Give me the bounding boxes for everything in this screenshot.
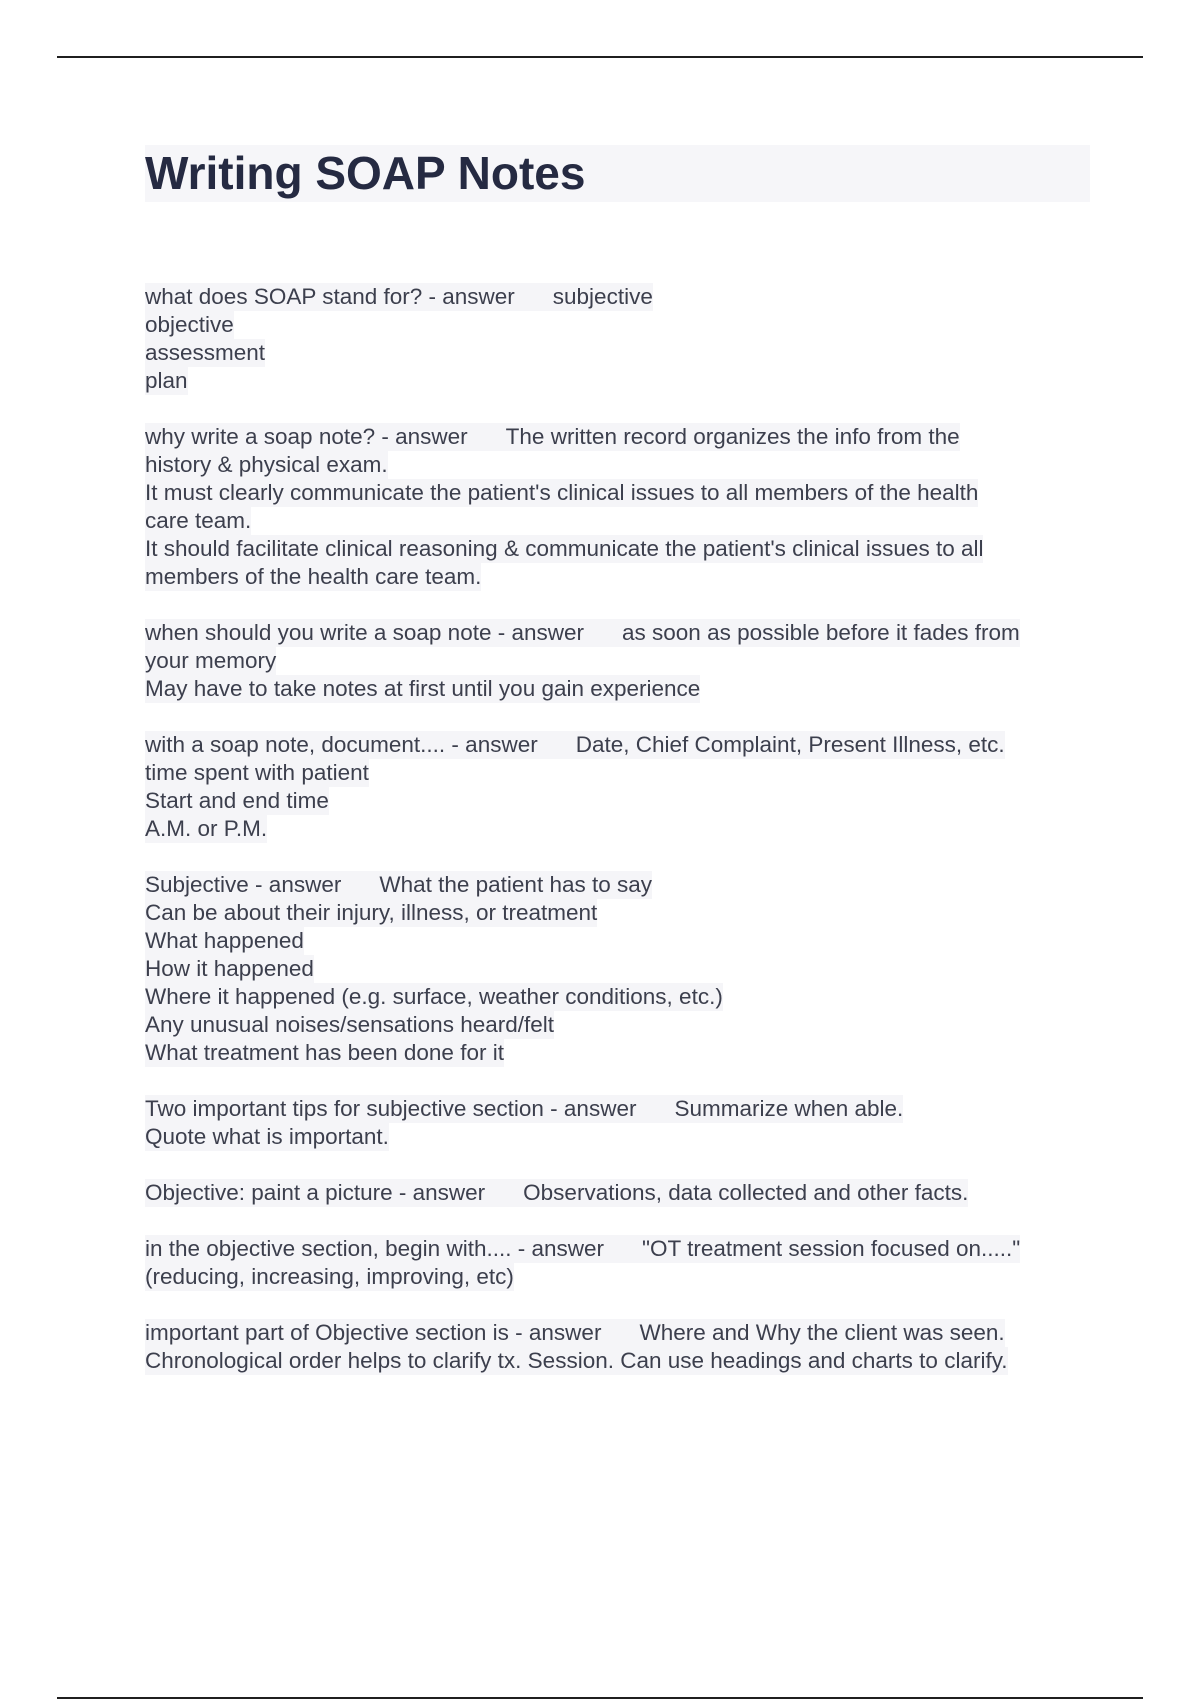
question-line [145, 1235, 1020, 1263]
qa-item [145, 1319, 1095, 1375]
answer-line: It should facilitate clinical reasoning & communicate the patient's clinical issues to all [145, 536, 984, 561]
answer-line: history & physical exam. [145, 452, 388, 477]
qa-item [145, 1235, 1095, 1291]
answer-line: time spent with patient [145, 760, 369, 785]
question-text: important part of Objective section is - answer [145, 1320, 602, 1345]
answer-text: Summarize when able. [674, 1096, 904, 1121]
question-text: with a soap note, document.... - answer [145, 732, 538, 757]
question-text: Two important tips for subjective section - answer [145, 1096, 637, 1121]
answer-line: members of the health care team. [145, 564, 482, 589]
question-line [145, 731, 1005, 759]
question-line [145, 619, 1020, 647]
answer-line: May have to take notes at first until you gain experience [145, 676, 701, 701]
question-line [145, 423, 960, 451]
qa-item [145, 1179, 1095, 1207]
answer-text: subjective [552, 284, 653, 309]
question-line [145, 1179, 968, 1207]
answer-text: "OT treatment session focused on....." [642, 1236, 1021, 1261]
bottom-rule [57, 1697, 1143, 1699]
top-rule [57, 56, 1143, 58]
answer-line: Quote what is important. [145, 1124, 389, 1149]
answer-text: Observations, data collected and other facts. [523, 1180, 969, 1205]
answer-line: What treatment has been done for it [145, 1040, 504, 1065]
question-line [145, 871, 652, 899]
answer-text: What the patient has to say [379, 872, 653, 897]
qa-item [145, 731, 1095, 843]
question-text: what does SOAP stand for? - answer [145, 284, 515, 309]
answer-line: It must clearly communicate the patient's clinical issues to all members of the health [145, 480, 979, 505]
question-line [145, 1319, 1005, 1347]
question-text: Subjective - answer [145, 872, 342, 897]
answer-line: Any unusual noises/sensations heard/felt [145, 1012, 555, 1037]
qa-list [145, 283, 1095, 1403]
answer-line: Chronological order helps to clarify tx. Session. Can use headings and charts to clarify. [145, 1348, 1008, 1373]
qa-item [145, 283, 1095, 395]
answer-line: assessment [145, 340, 266, 365]
answer-line: What happened [145, 928, 304, 953]
answer-line: Can be about their injury, illness, or treatment [145, 900, 598, 925]
question-line [145, 1095, 903, 1123]
question-line [145, 283, 653, 311]
answer-text: as soon as possible before it fades from [622, 620, 1020, 645]
answer-line: Where it happened (e.g. surface, weather conditions, etc.) [145, 984, 723, 1009]
question-text: Objective: paint a picture - answer [145, 1180, 486, 1205]
answer-text: The written record organizes the info from the [505, 424, 960, 449]
answer-line: A.M. or P.M. [145, 816, 268, 841]
answer-line: How it happened [145, 956, 314, 981]
qa-item [145, 619, 1095, 703]
document-title: Writing SOAP Notes [145, 147, 586, 199]
answer-text: Date, Chief Complaint, Present Illness, etc. [575, 732, 1005, 757]
answer-text: Where and Why the client was seen. [639, 1320, 1005, 1345]
answer-line: Start and end time [145, 788, 329, 813]
qa-item [145, 871, 1095, 1067]
answer-line: care team. [145, 508, 252, 533]
question-text: in the objective section, begin with.... - answer [145, 1236, 604, 1261]
question-text: why write a soap note? - answer [145, 424, 468, 449]
answer-line: (reducing, increasing, improving, etc) [145, 1264, 514, 1289]
question-text: when should you write a soap note - answer [145, 620, 585, 645]
answer-line: your memory [145, 648, 277, 673]
qa-item [145, 423, 1095, 591]
answer-line: plan [145, 368, 188, 393]
qa-item [145, 1095, 1095, 1151]
answer-line: objective [145, 312, 234, 337]
